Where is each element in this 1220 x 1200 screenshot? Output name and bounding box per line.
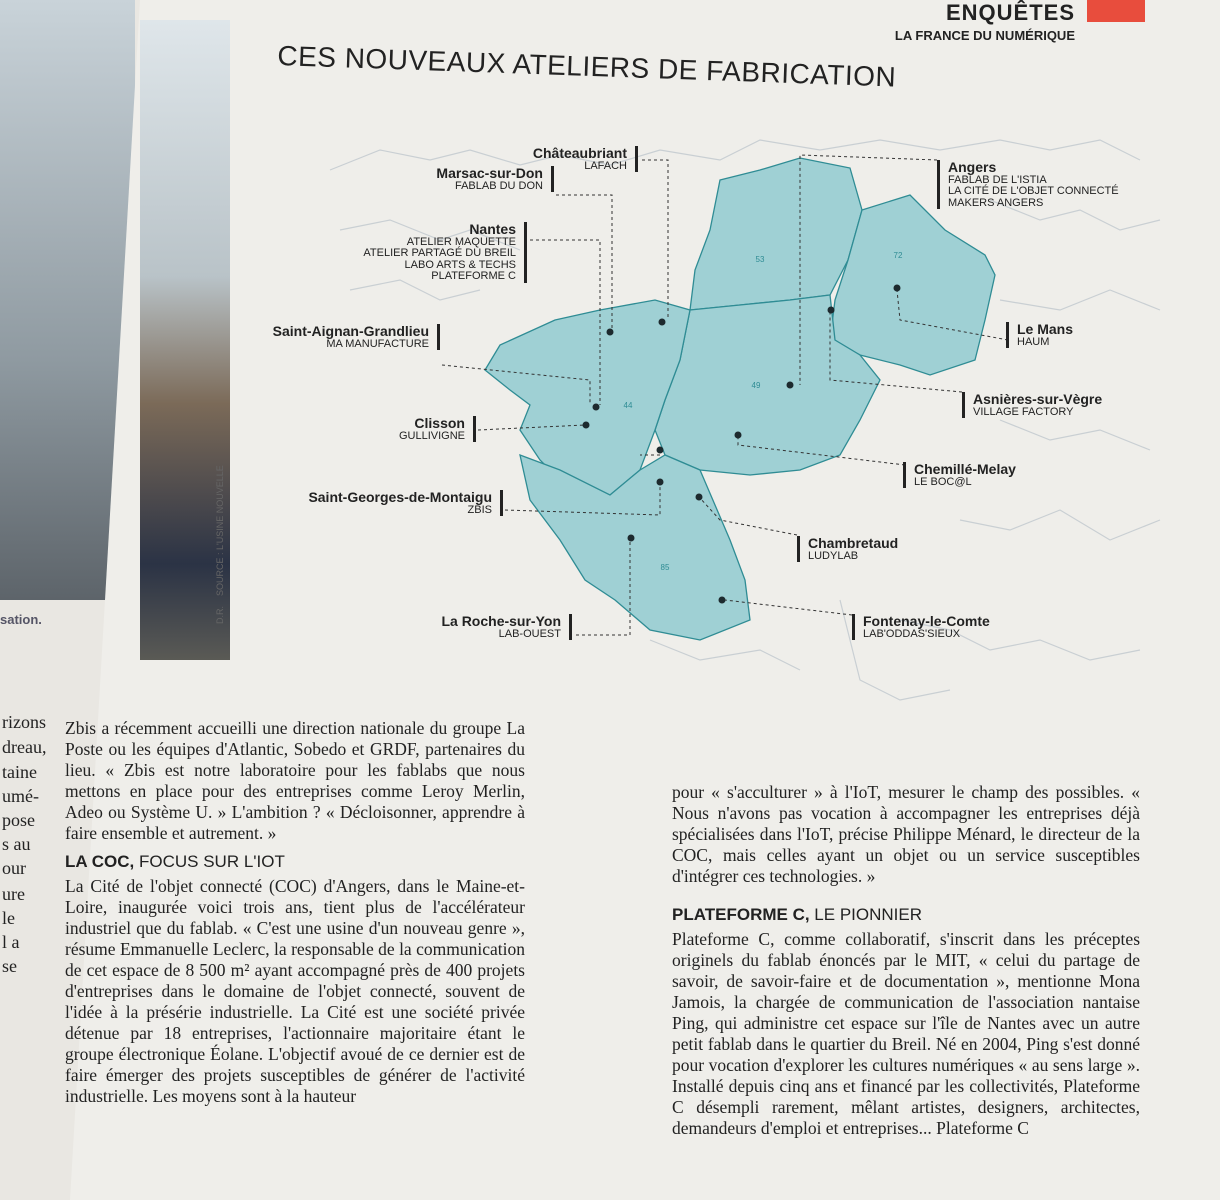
left-text-fragment: le <box>2 908 15 928</box>
left-text-fragment: rizons <box>2 712 46 732</box>
location-dot <box>719 597 726 604</box>
department-label: 85 <box>660 563 670 572</box>
location-dot <box>628 535 635 542</box>
left-text-fragment: umé- <box>2 786 39 806</box>
article-pc-body: Plateforme C, comme collaboratif, s'inscrit dans les préceptes originels du fablab énoncés par le MIT, « celui du partage de savoir, de savoir-faire et de documentation », mentionne Mona Jamois, la chargée de communication de l'association nantaise Ping, qui administre cet espace sur l'île de Nantes avec un autre petit fablab dans le quartier du Breil. Né en 2004, Ping s'est donné pour vocation d'explorer les cultures numériques « au sens large ». Installé depuis cinq ans et financé par les collectivités, Plateforme C désempli rarement, mêlant artistes, designers, architectes, demandeurs d'emploi et entreprises... Plateforme C <box>672 929 1140 1138</box>
place-label-angers: Angers FABLAB DE L'ISTIA LA CITÉ DE L'OBJET CONNECTÉ MAKERS ANGERS <box>937 160 1119 209</box>
department-label: 49 <box>751 381 761 390</box>
article-column-1 <box>65 718 525 1107</box>
left-caption: sation. <box>0 612 42 627</box>
place-label-chemille-melay: Chemillé-Melay LE BOC@L <box>903 462 1016 488</box>
department-label: 53 <box>755 255 765 264</box>
location-dot <box>894 285 901 292</box>
location-dot <box>659 319 666 326</box>
heading-coc: LA COC, FOCUS SUR L'IOT <box>65 852 285 871</box>
place-label-saint-aignan-grandlieu: Saint-Aignan-Grandlieu MA MANUFACTURE <box>273 324 440 350</box>
photo-credit-dr: D.R. <box>215 606 225 624</box>
location-dot <box>593 404 600 411</box>
section-title: ENQUÊTES <box>945 0 1075 25</box>
left-text-fragment: our <box>2 858 26 878</box>
place-label-chateaubriant: Châteaubriant LAFACH <box>533 146 638 172</box>
left-text-fragment: ure <box>2 884 25 904</box>
location-dot <box>828 307 835 314</box>
place-label-la-roche-sur-yon: La Roche-sur-Yon LAB-OUEST <box>441 614 572 640</box>
department-53 <box>690 158 862 310</box>
department-label: 72 <box>893 251 903 260</box>
left-text-fragment: taine <box>2 762 37 782</box>
heading-plateforme-c: PLATEFORME C, LE PIONNIER <box>672 905 922 924</box>
place-label-clisson: Clisson GULLIVIGNE <box>399 416 476 442</box>
location-dot <box>735 432 742 439</box>
place-label-asnieres-sur-vegre: Asnières-sur-Vègre VILLAGE FACTORY <box>962 392 1102 418</box>
place-label-saint-georges-de-montaigu: Saint-Georges-de-Montaigu ZBIS <box>308 490 503 516</box>
location-dot <box>607 329 614 336</box>
location-dot <box>696 494 703 501</box>
photo-credit-source: SOURCE : L'USINE NOUVELLE <box>215 465 225 596</box>
location-dot <box>583 422 590 429</box>
article-column-2 <box>672 782 1140 1139</box>
place-label-chambretaud: Chambretaud LUDYLAB <box>797 536 898 562</box>
location-dot <box>787 382 794 389</box>
department-label: 44 <box>623 401 633 410</box>
left-text-fragment: pose <box>2 810 35 830</box>
departments <box>485 158 995 640</box>
section-subtitle: LA FRANCE DU NUMÉRIQUE <box>894 28 1075 43</box>
left-text-fragment: l a <box>2 932 20 952</box>
article-intro: Zbis a récemment accueilli une direction nationale du groupe La Poste ou les équipes d'Atlantic, Sobedo et GRDF, partenaires du lieu. « Zbis est notre laboratoire pour les fablabs que nous mettons en place pour des entreprises comme Leroy Merlin, Adeo ou Système U. » L'ambition ? « Décloisonner, apprendre à faire ensemble et autrement. » <box>65 718 525 843</box>
left-text-fragment: se <box>2 956 17 976</box>
location-dot <box>657 447 664 454</box>
article-col2-top: pour « s'acculturer » à l'IoT, mesurer le champ des possibles. « Nous n'avons pas vocation à accompagner les entreprises déjà spécialisées dans l'IoT, précise Philippe Ménard, le directeur de la COC, mais celles ayant un objet ou un service susceptibles d'intégrer ces technologies. » <box>672 782 1140 886</box>
left-text-fragment: s au <box>2 834 31 854</box>
place-label-fontenay-le-comte: Fontenay-le-Comte LAB'ODDAS'SIEUX <box>852 614 990 640</box>
map-title: CES NOUVEAUX ATELIERS DE FABRICATION <box>276 40 897 93</box>
article-coc-body: La Cité de l'objet connecté (COC) d'Angers, dans le Maine-et-Loire, inaugurée voici trois ans, tient plus de l'accélérateur industriel que du fablab. « C'est une usine d'un nouveau genre », résume Emmanuelle Leclerc, la responsable de la communication de cet espace de 8 500 m² ayant accompagné près de 400 projets d'entreprises dans le domaine de l'objet connecté, souvent de l'idée à la présérie industrielle. La Cité est une société privée détenue par 18 entreprises, l'actionnaire majoritaire étant le groupe électronique Éolane. L'objectif avoué de ce dernier est de faire émerger des projets susceptibles de générer de l'activité industrielle. Les moyens sont à la hauteur <box>65 876 525 1106</box>
place-label-nantes: Nantes ATELIER MAQUETTE ATELIER PARTAGÉ DU BREIL LABO ARTS & TECHS PLATEFORME C <box>363 222 527 283</box>
location-dot <box>657 479 664 486</box>
left-text-fragment: dreau, <box>2 737 47 757</box>
place-label-le-mans: Le Mans HAUM <box>1006 322 1073 348</box>
place-label-marsac-sur-don: Marsac-sur-Don FABLAB DU DON <box>436 166 554 192</box>
